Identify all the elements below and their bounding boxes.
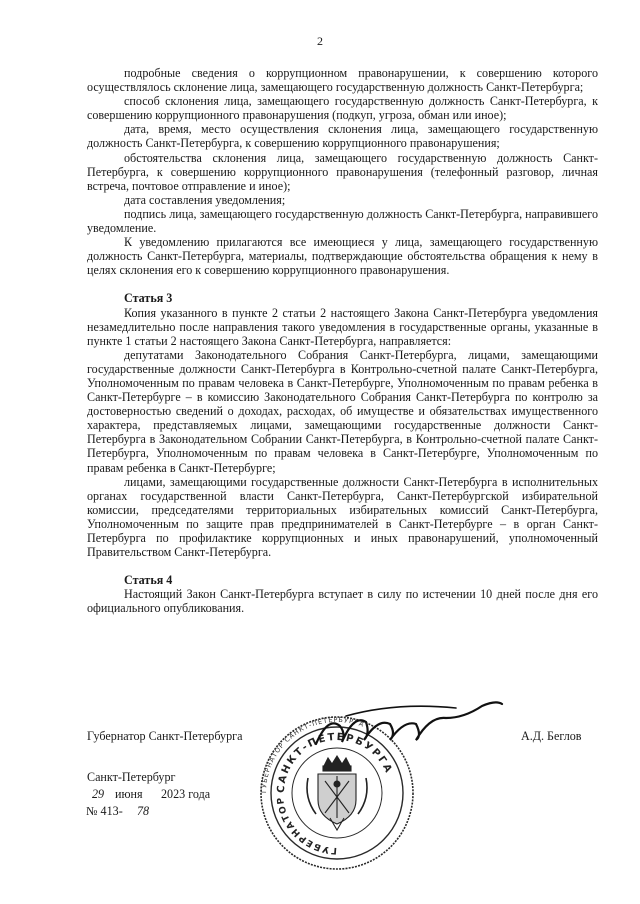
body-paragraph: Копия указанного в пункте 2 статьи 2 настоящего Закона Санкт-Петербурга уведомления незамедлительно после направления такого уведомления в государственные органы, указанные в пункте 1 статьи 2 настоящего Закона Санкт-Петербурга, направляется:: [87, 305, 598, 348]
body-paragraph: способ склонения лица, замещающего государственную должность Санкт-Петербурга, к совершению коррупционного правонарушения (подкуп, угроза, обман или иное);: [87, 94, 598, 123]
coat-of-arms-icon: [307, 756, 367, 830]
document-body: [87, 66, 598, 615]
law-number-value: 78: [137, 804, 150, 818]
signatory-name: А.Д. Беглов: [521, 729, 582, 743]
handwritten-signature: [306, 696, 506, 756]
body-paragraph: Настоящий Закон Санкт-Петербурга вступает в силу по истечении 10 дней после дня его официального опубликования.: [87, 587, 598, 616]
body-paragraph: дата, время, место осуществления склонения лица, замещающего государственную должность Санкт-Петербурга, к совершению коррупционного правонарушения;: [87, 122, 598, 151]
body-paragraph: депутатами Законодательного Собрания Санкт-Петербурга, лицами, замещающими государственные должности Санкт-Петербурга в Контрольно-счетной палате Санкт-Петербурга, Уполномоченным по правам человека в Санкт-Петербурге, Уполномоченным по правам ребенка в Санкт-Петербурге – в комиссию Законодательного Собрания Санкт-Петербурга по контролю за достоверностью сведений о доходах, расходах, об имуществе и обязательствах имущественного характера, представляемых лицами, замещающими государственные должности Санкт-Петербурга в Законодательном Собрании Санкт-Петербурга, в Контрольно-счетной палате Санкт-Петербурга, Уполномоченным по правам человека в Санкт-Петербурге, Уполномоченным по правам ребенка в Санкт-Петербурге;: [87, 347, 598, 475]
law-number-label: № 413-: [86, 804, 123, 818]
signing-date-day: 29: [92, 787, 105, 801]
body-paragraph: подпись лица, замещающего государственную должность Санкт-Петербурга, направившего уведомление.: [87, 206, 598, 236]
signatory-position: Губернатор Санкт-Петербурга: [87, 729, 243, 743]
body-paragraph: лицами, замещающими государственные должности Санкт-Петербурга в исполнительных органах государственной власти Санкт-Петербурга, Санкт-Петербургской избирательной комиссии, председателями территориальных избирательных комиссий Санкт-Петербурга, Уполномоченным по защите прав предпринимателей в Санкт-Петербурге – в орган Санкт-Петербурга по профилактике коррупционных и иных правонарушений, уполномоченный Правительством Санкт-Петербурга.: [87, 474, 598, 560]
seal-ring-text-left: ГУБЕРНАТОР: [275, 795, 338, 856]
signing-city: Санкт-Петербург: [87, 770, 176, 784]
page-number: 2: [317, 34, 323, 48]
article-heading: Статья 4: [124, 573, 173, 588]
signing-date-year: 2023 года: [161, 787, 211, 801]
body-paragraph: подробные сведения о коррупционном правонарушении, к совершению которого осуществлялось склонение лица, замещающего государственную должность Санкт-Петербурга;: [87, 66, 598, 95]
article-heading: Статья 3: [124, 291, 173, 306]
signing-date-month: июня: [115, 787, 143, 801]
body-paragraph: дата составления уведомления;: [124, 192, 286, 207]
seal-outer-text: ГУБЕРНАТОР САНКТ-ПЕТЕРБУРГА: [259, 715, 366, 794]
body-paragraph: обстоятельства склонения лица, замещающего государственную должность Санкт-Петербурга, к совершению коррупционного правонарушения (телефонный разговор, личная встреча, почтовое отправление и иное);: [87, 150, 598, 193]
body-paragraph: К уведомлению прилагаются все имеющиеся у лица, замещающего государственную должность Санкт-Петербурга, материалы, подтверждающие обстоятельства обращения к нему в целях склонения его к совершению коррупционного правонарушения.: [87, 235, 598, 278]
seal-ring-text-top: САНКТ-ПЕТЕРБУРГА: [275, 731, 395, 794]
